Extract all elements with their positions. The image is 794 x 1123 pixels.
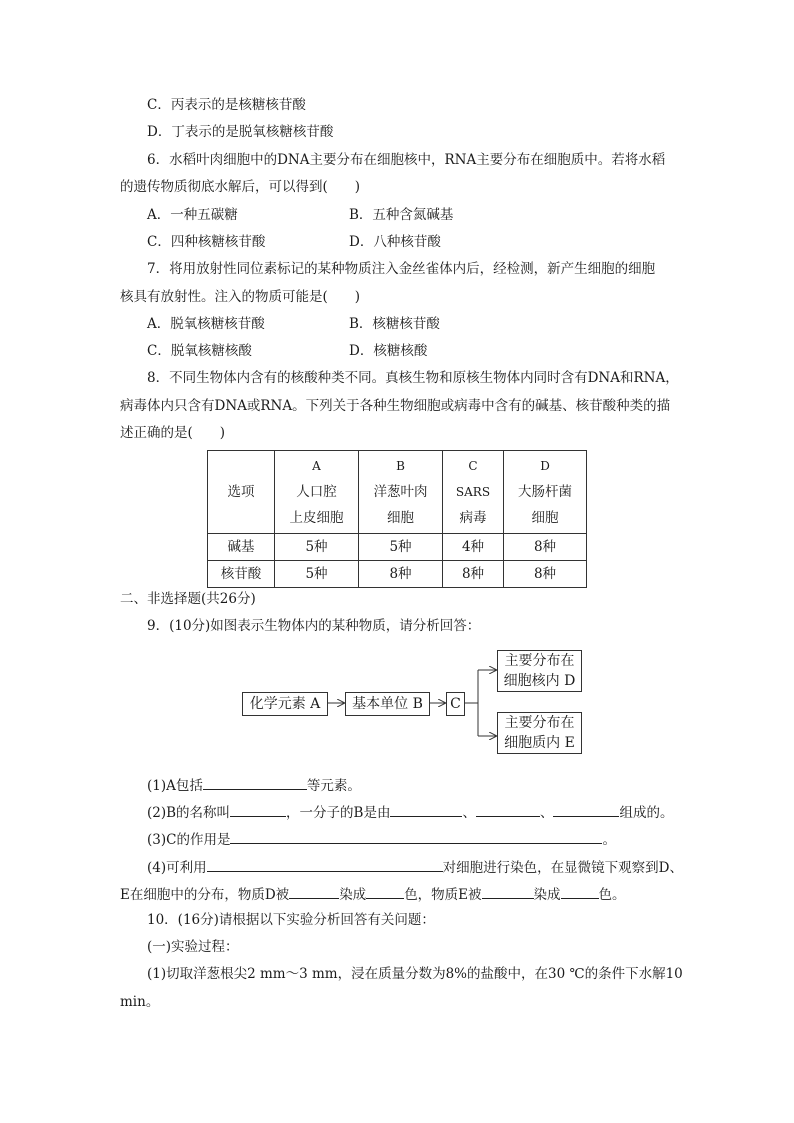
col-letter: A xyxy=(312,459,321,473)
q6-option-d: D．八种核苷酸 xyxy=(349,234,441,250)
q6-stem-line2: 的遗传物质彻底水解后，可以得到( ) xyxy=(120,179,361,195)
section-2-heading: 二、非选择题(共26分) xyxy=(120,591,256,607)
q8-stem-line3: 述正确的是( ) xyxy=(120,425,226,441)
q9-part4-cont-a: E在细胞中的分布，物质D被 xyxy=(120,887,290,903)
q10-step1-line2: min。 xyxy=(120,994,160,1010)
box-basic-unit-b: 基本单位 B xyxy=(345,692,430,716)
q9-part4-cont-c: 色，物质E被 xyxy=(404,887,482,903)
q9-part2-mid: ，一分子的B是由 xyxy=(286,805,391,821)
option-c-prev: C．丙表示的是核糖核苷酸 xyxy=(147,97,306,113)
table-cell: 5种 xyxy=(275,534,359,561)
q9-part4-cont-e: 色。 xyxy=(598,887,626,903)
q9-stem: 9．(10分)如图表示生物体内的某种物质，请分析回答： xyxy=(147,618,481,634)
q9-part2-suffix: 组成的。 xyxy=(619,805,674,821)
table-cell: 8种 xyxy=(504,561,587,588)
table-cell: 8种 xyxy=(359,561,443,588)
col-name-line2: 细胞 xyxy=(531,510,559,526)
q9-part3-suffix: 。 xyxy=(602,832,616,848)
answer-blank[interactable] xyxy=(230,802,286,817)
separator: 、 xyxy=(539,805,554,821)
table-cell: 5种 xyxy=(275,561,359,588)
q10-step1-line1: (1)切取洋葱根尖2 mm～3 mm，浸在质量分数为8%的盐酸中，在30 ℃的条件下水解10 xyxy=(147,966,683,982)
col-name-line2: 细胞 xyxy=(387,510,414,526)
answer-blank[interactable] xyxy=(561,884,599,899)
table-header-label: 选项 xyxy=(208,451,275,534)
answer-blank[interactable] xyxy=(289,884,339,899)
row-label: 碱基 xyxy=(208,534,275,561)
col-letter: C xyxy=(468,459,478,473)
box-d-line1: 主要分布在 xyxy=(504,653,575,669)
option-d-prev: D．丁表示的是脱氧核糖核苷酸 xyxy=(147,124,334,140)
q7-option-d: D．核糖核酸 xyxy=(349,343,428,359)
table-row xyxy=(208,561,587,588)
separator: 、 xyxy=(462,805,476,821)
q10-stem: 10．(16分)请根据以下实验分析回答有关问题： xyxy=(147,912,435,928)
q9-part3 xyxy=(147,829,616,849)
q9-part4 xyxy=(147,857,683,877)
q6-option-b: B．五种含氮碱基 xyxy=(349,207,454,223)
row-label: 核苷酸 xyxy=(208,561,275,588)
box-cytoplasm-e xyxy=(497,712,582,754)
q9-part1-prefix: (1)A包括 xyxy=(147,778,203,794)
answer-blank[interactable] xyxy=(230,829,602,844)
q9-part4-cont-b: 染成 xyxy=(339,887,367,903)
q7-stem-line1: 7．将用放射性同位素标记的某种物质注入金丝雀体内后，经检测，新产生细胞的细胞 xyxy=(147,261,656,277)
q9-part4-suffix: 对细胞进行染色，在显微镜下观察到D、 xyxy=(442,860,683,876)
col-name-line2: 上皮细胞 xyxy=(289,510,344,526)
q9-part1 xyxy=(147,775,361,795)
table-col-c xyxy=(443,451,504,534)
q8-stem-line1: 8．不同生物体内含有的核酸种类不同。真核生物和原核生物体内同时含有DNA和RNA， xyxy=(147,370,679,386)
q9-part4-cont xyxy=(120,884,626,904)
box-e-line1: 主要分布在 xyxy=(504,715,575,731)
col-name-line1: SARS xyxy=(455,485,491,499)
q9-flow-diagram xyxy=(240,646,585,756)
q10-subheading: (一)实验过程： xyxy=(147,939,239,955)
q9-part2-prefix: (2)B的名称叫 xyxy=(147,805,231,821)
q7-stem-line2: 核具有放射性。注入的物质可能是( ) xyxy=(120,289,361,305)
table-col-b xyxy=(359,451,443,534)
q9-part4-prefix: (4)可利用 xyxy=(147,860,207,876)
answer-blank[interactable] xyxy=(366,884,404,899)
col-name-line1: 洋葱叶肉 xyxy=(373,484,428,500)
table-col-a xyxy=(275,451,359,534)
q7-option-a: A．脱氧核糖核苷酸 xyxy=(147,316,265,332)
col-letter: D xyxy=(540,459,550,473)
answer-blank[interactable] xyxy=(207,857,443,872)
q8-stem-line2: 病毒体内只含有DNA或RNA。下列关于各种生物细胞或病毒中含有的碱基、核苷酸种类的描 xyxy=(120,398,671,414)
answer-blank[interactable] xyxy=(482,884,534,899)
table-cell: 4种 xyxy=(443,534,504,561)
q7-option-c: C．脱氧核糖核酸 xyxy=(147,343,252,359)
q8-comparison-table xyxy=(207,450,587,588)
box-e-line2: 细胞质内 E xyxy=(504,735,575,751)
box-c: C xyxy=(446,692,465,716)
table-row xyxy=(208,534,587,561)
q9-part1-suffix: 等元素。 xyxy=(306,778,361,794)
q6-option-c: C．四种核糖核苷酸 xyxy=(147,234,266,250)
q9-part3-prefix: (3)C的作用是 xyxy=(147,832,231,848)
q6-option-a: A．一种五碳糖 xyxy=(147,207,238,223)
q6-stem-line1: 6．水稻叶肉细胞中的DNA主要分布在细胞核中，RNA主要分布在细胞质中。若将水稻 xyxy=(147,152,666,168)
answer-blank[interactable] xyxy=(553,802,619,817)
table-cell: 8种 xyxy=(443,561,504,588)
col-letter: B xyxy=(396,459,405,473)
answer-blank[interactable] xyxy=(476,802,540,817)
table-cell: 8种 xyxy=(504,534,587,561)
q7-option-b: B．核糖核苷酸 xyxy=(349,316,440,332)
table-col-d xyxy=(504,451,587,534)
box-nucleus-d xyxy=(497,650,582,692)
box-chemical-element-a: 化学元素 A xyxy=(242,692,328,716)
table-cell: 5种 xyxy=(359,534,443,561)
q9-part2 xyxy=(147,802,673,822)
col-name-line1: 大肠杆菌 xyxy=(518,484,572,500)
col-name-line2: 病毒 xyxy=(459,510,487,526)
answer-blank[interactable] xyxy=(390,802,462,817)
q9-part4-cont-d: 染成 xyxy=(533,887,561,903)
answer-blank[interactable] xyxy=(203,775,307,790)
col-name-line1: 人口腔 xyxy=(296,484,337,500)
box-d-line2: 细胞核内 D xyxy=(503,673,576,689)
